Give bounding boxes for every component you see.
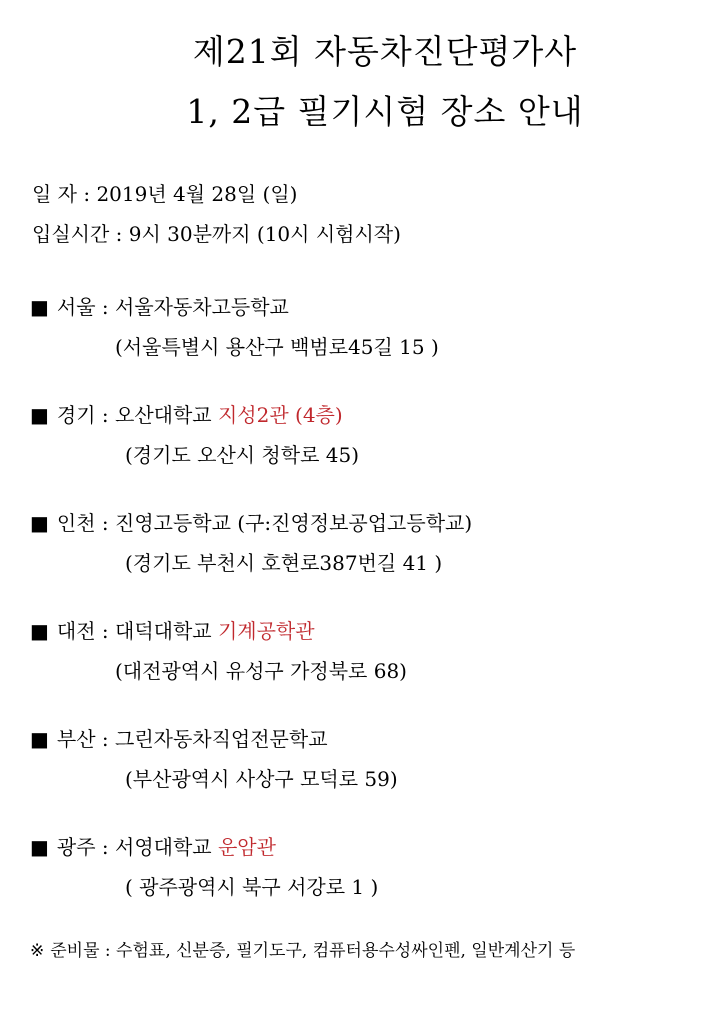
venue-name-line <box>30 508 472 538</box>
venue-region: 인천 <box>56 511 96 535</box>
venue-separator: : <box>95 727 115 751</box>
venue-address: (부산광역시 사상구 모덕로 59) <box>125 767 398 791</box>
exam-date-value: 2019년 4월 28일 (일) <box>96 182 298 206</box>
square-bullet-icon: ■ <box>30 295 49 319</box>
exam-date-label: 일 자 : <box>32 182 97 206</box>
venue-separator: : <box>95 619 115 643</box>
entry-time <box>32 218 401 247</box>
venue-region: 부산 <box>56 727 96 751</box>
square-bullet-icon: ■ <box>30 835 49 859</box>
venue-seoul <box>30 292 439 362</box>
venue-separator: : <box>95 295 115 319</box>
venue-gyeonggi <box>30 400 359 470</box>
square-bullet-icon: ■ <box>30 727 49 751</box>
venue-address: (서울특별시 용산구 백범로45길 15 ) <box>115 335 439 359</box>
supplies-note <box>30 936 575 961</box>
square-bullet-icon: ■ <box>30 619 49 643</box>
reference-mark-icon: ※ <box>30 941 45 961</box>
venue-separator: : <box>95 511 115 535</box>
venue-name-line <box>30 724 398 754</box>
supplies-note-text: 준비물 : 수험표, 신분증, 필기도구, 컴퓨터용수성싸인펜, 일반계산기 등 <box>50 941 576 961</box>
venue-address: ( 광주광역시 북구 서강로 1 ) <box>125 875 379 899</box>
entry-time-value: 9시 30분까지 (10시 시험시작) <box>128 222 401 246</box>
square-bullet-icon: ■ <box>30 403 49 427</box>
venue-name-line <box>30 292 439 322</box>
venue-building: 운암관 <box>217 835 276 859</box>
venue-address: (경기도 오산시 청학로 45) <box>125 443 360 467</box>
venue-separator: : <box>95 835 115 859</box>
venue-name-line <box>30 400 359 430</box>
venue-busan <box>30 724 398 794</box>
venue-region: 대전 <box>56 619 96 643</box>
venue-school: 서울자동차고등학교 <box>115 295 289 319</box>
venue-region: 서울 <box>56 295 96 319</box>
venue-name-line <box>30 832 378 862</box>
venue-school: 오산대학교 <box>115 403 218 427</box>
venue-name-line <box>30 616 407 646</box>
venue-address: (경기도 부천시 호현로387번길 41 ) <box>125 551 443 575</box>
venue-region: 경기 <box>56 403 96 427</box>
venue-incheon <box>30 508 472 578</box>
venue-school: 대덕대학교 <box>115 619 218 643</box>
venue-separator: : <box>95 403 115 427</box>
venue-school: 그린자동차직업전문학교 <box>115 727 328 751</box>
document-title-line1: 제21회 자동차진단평가사 <box>192 32 578 71</box>
venue-gwangju <box>30 832 378 902</box>
venue-address: (대전광역시 유성구 가정북로 68) <box>115 659 407 683</box>
exam-date <box>32 178 297 207</box>
square-bullet-icon: ■ <box>30 511 49 535</box>
venue-school: 진영고등학교 (구:진영정보공업고등학교) <box>115 511 473 535</box>
venue-daejeon <box>30 616 407 686</box>
venue-region: 광주 <box>56 835 96 859</box>
entry-time-label: 입실시간 : <box>32 222 129 246</box>
document-title-line2: 1, 2급 필기시험 장소 안내 <box>186 92 584 131</box>
venue-school: 서영대학교 <box>115 835 218 859</box>
venue-building: 기계공학관 <box>217 619 315 643</box>
venue-building: 지성2관 (4층) <box>217 403 343 427</box>
